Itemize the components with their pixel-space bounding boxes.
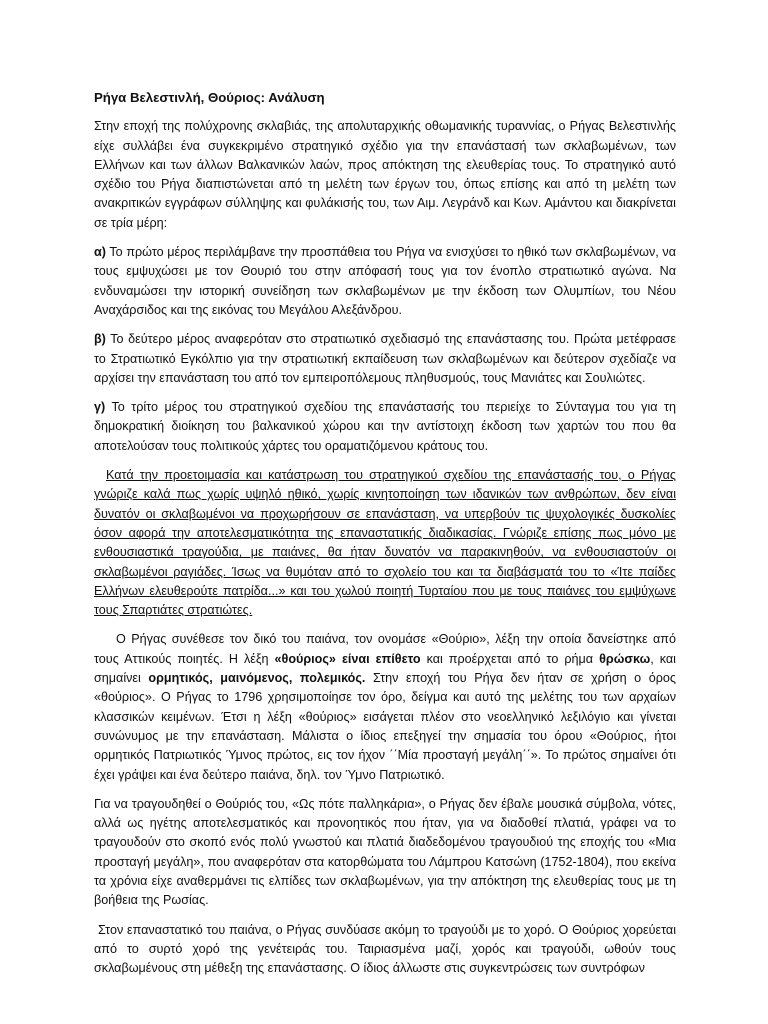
thourios-text-e: , και σημαίνει	[94, 651, 676, 686]
part-a-paragraph	[94, 243, 676, 320]
part-b-paragraph	[94, 330, 676, 388]
song-paragraph: Για να τραγουδηθεί ο Θούριός του, «Ως πότε παλληκάρια», ο Ρήγας δεν έβαλε μουσικά σύμβολα, νότες, αλλά ως ηγέτης αποτελεσματικός και προνοητικός που ήταν, για να διαδοθεί πλατιά, γράφει να το τραγουδούν στο σκοπό ενός πολύ γνωστού και πλατιά διαδεδομένου τραγουδιού της εποχής του «Μια προσταγή μεγάλη», που αναφερόταν στα κατορθώματα του Λάμπρου Κατσώνη (1752-1804), που εκείνα τα χρόνια είχε αναθερμάνει τις ελπίδες των σκλαβωμένων, για την απόκτηση της ελευθερίας τους με τη βοήθεια της Ρωσίας.	[94, 796, 676, 908]
document-title: Ρήγα Βελεστινλή, Θούριος: Ανάλυση	[94, 90, 325, 105]
underlined-paragraph: Κατά την προετοιμασία και κατάστρωση του στρατηγικού σχεδίου της επανάστασής του, ο Ρήγας γνώριζε καλά πως χωρίς υψηλό ηθικό, χωρίς κινητοποίηση των ιδανικών των ανθρώπων, δεν είναι δυνατόν οι σκλαβωμένοι να προχωρήσουν σε επανάσταση, να υπερβούν τις ψυχολογικές δυσκολίες όσον αφορά την αποτελεσματικότητα της επαναστατικής διαδικασίας. Γνώριζε επίσης πως μόνο με ενθουσιαστικά τραγούδια, με παιάνες, θα ήταν δυνατόν να παρακινηθούν, να ενθουσιαστούν οι σκλαβωμένοι ραγιάδες. Ίσως να θυμόταν από το σχολείο του και τα διαβάσματά του το «Ίτε παίδες Ελλήνων ελευθερούτε πατρίδα...» και του χωλού ποιητή Τυρταίου που με τους παιάνες του εμψύχωνε τους Σπαρτιάτες στρατιώτες.	[94, 468, 676, 618]
part-a-marker: α)	[94, 245, 106, 260]
part-c-paragraph	[94, 398, 676, 456]
part-c-marker: γ)	[94, 400, 106, 415]
intro-paragraph: Στην εποχή της πολύχρονης σκλαβιάς, της απολυταρχικής οθωμανικής τυραννίας, ο Ρήγας Βελεστινλής είχε συλλάβει ένα συγκεκριμένο στρατηγικό σχέδιο για την επανάστασή των σκλαβωμένων, των Ελλήνων και των άλλων Βαλκανικών λαών, προς απόκτηση της ελευθερίας τους. Το στρατηγικό αυτό σχέδιο του Ρήγα διαπιστώνεται από τη μελέτη των έργων του, όπως επίσης και από τη μελέτη των ανακριτικών εγγράφων σύλληψης και φυλάκισής του, των Αιμ. Λεγράνδ και Κων. Αμάντου και διακρίνεται σε τρία μέρη:	[94, 119, 676, 230]
part-c-text: Το τρίτο μέρος του στρατηγικού σχεδίου της επανάστασής του περιείχε το Σύνταγμα του για τη δημοκρατική διοίκηση του βαλκανικού χώρου και την αντίστοιχη έκδοση των χαρτών του που θα αποτελούσαν τους πολιτικούς χάρτες του οραματιζόμενου κράτους του.	[94, 400, 676, 453]
part-b-text: Το δεύτερο μέρος αναφερόταν στο στρατιωτικό σχεδιασμό της επανάστασης του. Πρώτα μετέφρασε το Στρατιωτικό Εγκόλπιο για την στρατιωτική εκπαίδευση των σκλαβωμένων και δεύτερον σχεδίαζε να αρχίσει την επανάσταση του από τον εμπειροπόλεμους πληθυσμούς, τους Μανιάτες και Σουλιώτες.	[94, 332, 676, 385]
dance-paragraph: Στον επαναστατικό του παιάνα, ο Ρήγας συνδύασε ακόμη το τραγούδι με το χορό. Ο Θούριος χορεύεται από το συρτό χορό της γενέτειράς του. Ταιριασμένα μαζί, χορός και τραγούδι, ωθούν τους σκλαβωμένους στη μέθεξη της επανάστασης. Ο ίδιος άλλωστε στις συγκεντρώσεις των συντρόφων	[94, 922, 676, 976]
thourios-text-c: και προέρχεται από το ρήμα	[420, 651, 600, 666]
thourios-bold-meaning: ορμητικός, μαινόμενος, πολεμικός.	[148, 671, 366, 686]
document-page	[94, 88, 676, 988]
part-b-marker: β)	[94, 332, 106, 347]
thourios-paragraph	[94, 630, 676, 784]
thourios-text-g: Στην εποχή του Ρήγα δεν ήταν σε χρήση ο όρος «θούριος». Ο Ρήγας το 1796 χρησιμοποίησε τον όρο, δείγμα και αυτό της μελέτης του των αρχαίων κλασσικών κειμένων. Έτσι η λέξη «θούριος» εισάγεται πλέον στο νεοελληνικό λεξιλόγιο και γίνεται συνώνυμος με την επανάσταση. Μάλιστα ο ίδιος επεξηγεί την σημασία του όρου «Θούριος, ήτοι ορμητικός Πατριωτικός Ύμνος πρώτος, εις τον ήχον ΄΄Μία προσταγή μεγάλη΄΄». Το πρώτος σημαίνει ότι έχει γράψει και ένα δεύτερο παιάνα, δηλ. τον Ύμνο Πατριωτικό.	[94, 671, 676, 782]
thourios-bold-adjective: «θούριος» είναι επίθετο	[274, 651, 421, 666]
thourios-text-a: Ο Ρήγας συνέθεσε τον δικό του παιάνα, τον ονομάσε «Θούριο», λέξη την οποία δανείστηκε από τους Αττικούς ποιητές. Η λέξη	[94, 632, 676, 666]
part-a-text: Το πρώτο μέρος περιλάμβανε την προσπάθεια του Ρήγα να ενισχύσει το ηθικό των σκλαβωμένων, να τους εμψυχώσει με τον Θουριό του στην απόφασή τους για τον ένοπλο στρατιωτικό αγώνα. Να ενδυναμώσει την ιστορική συνείδηση των σκλαβωμένων με την έκδοση των Ολυμπίων, του Νέου Αναχάρσιδος και της εικόνας του Μεγάλου Αλεξάνδρου.	[94, 245, 676, 317]
thourios-bold-verb: θρώσκω	[599, 651, 651, 666]
